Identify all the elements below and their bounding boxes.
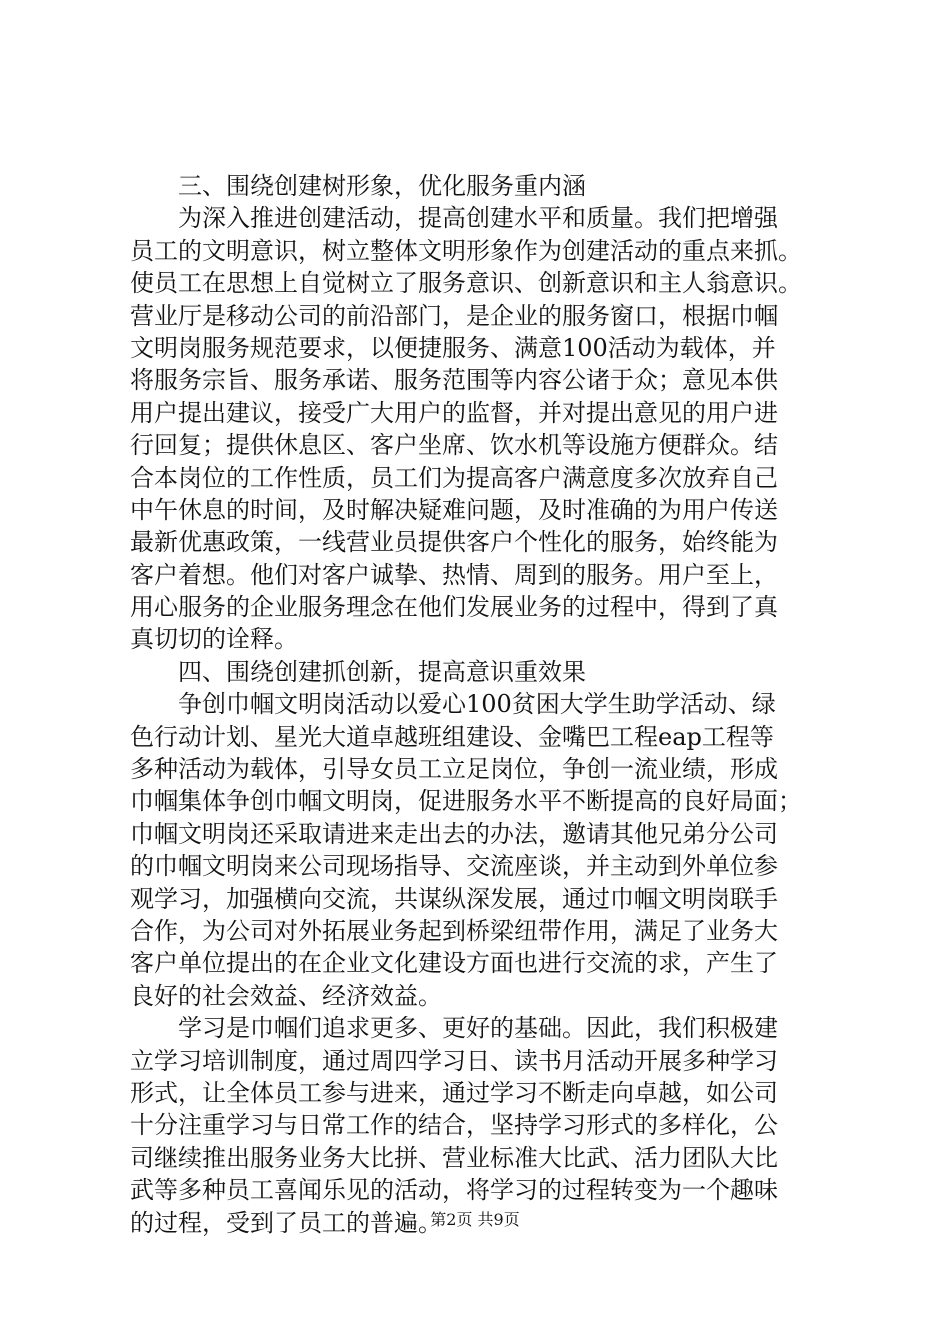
text-line: 合作，为公司对外拓展业务起到桥梁纽带作用，满足了业务大 <box>130 916 778 945</box>
text-line: 合本岗位的工作性质，员工们为提高客户满意度多次放弃自己 <box>130 463 778 492</box>
text-line: 的巾帼文明岗来公司现场指导、交流座谈，并主动到外单位参 <box>130 852 778 881</box>
text-line: 武等多种员工喜闻乐见的活动，将学习的过程转变为一个趣味 <box>130 1176 778 1205</box>
text-line: 为深入推进创建活动，提高创建水平和质量。我们把增强 <box>178 204 778 233</box>
section-heading: 三、围绕创建树形象，优化服务重内涵 <box>178 172 586 200</box>
section-heading: 四、围绕创建抓创新，提高意识重效果 <box>178 657 586 686</box>
text-line: 真切切的诠释。 <box>130 625 298 654</box>
text-line: 的过程，受到了员工的普遍。 <box>130 1208 442 1237</box>
text-line: 司继续推出服务业务大比拼、营业标准大比武、活力团队大比 <box>130 1143 778 1172</box>
text-line: 将服务宗旨、服务承诺、服务范围等内容公诸于众；意见本供 <box>130 366 778 395</box>
text-line: 员工的文明意识，树立整体文明形象作为创建活动的重点来抓。 <box>130 236 802 265</box>
text-line: 色行动计划、星光大道卓越班组建设、金嘴巴工程eap工程等 <box>130 722 774 751</box>
text-line: 营业厅是移动公司的前沿部门，是企业的服务窗口，根据巾帼 <box>130 301 778 330</box>
text-line: 最新优惠政策，一线营业员提供客户个性化的服务，始终能为 <box>130 528 778 557</box>
page-footer: 第2页 共9页 <box>430 1210 520 1229</box>
text-line: 巾帼文明岗还采取请进来走出去的办法，邀请其他兄弟分公司 <box>130 819 778 848</box>
text-line: 使员工在思想上自觉树立了服务意识、创新意识和主人翁意识。 <box>130 269 802 298</box>
text-line: 观学习，加强横向交流，共谋纵深发展，通过巾帼文明岗联手 <box>130 884 778 913</box>
document-body <box>130 170 835 1239</box>
text-line: 中午休息的时间，及时解决疑难问题，及时准确的为用户传送 <box>130 495 778 524</box>
text-line: 形式，让全体员工参与进来，通过学习不断走向卓越，如公司 <box>130 1078 778 1107</box>
text-line: 良好的社会效益、经济效益。 <box>130 981 442 1010</box>
text-line: 争创巾帼文明岗活动以爱心100贫困大学生助学活动、绿 <box>178 690 776 719</box>
text-line: 行回复；提供休息区、客户坐席、饮水机等设施方便群众。结 <box>130 431 778 460</box>
text-line: 学习是巾帼们追求更多、更好的基础。因此，我们积极建 <box>178 1014 778 1043</box>
text-line: 多种活动为载体，引导女员工立足岗位，争创一流业绩，形成 <box>130 755 778 784</box>
text-line: 巾帼集体争创巾帼文明岗，促进服务水平不断提高的良好局面； <box>130 787 802 816</box>
text-line: 客户单位提出的在企业文化建设方面也进行交流的求，产生了 <box>130 949 778 978</box>
text-line: 文明岗服务规范要求，以便捷服务、满意100活动为载体，并 <box>130 333 776 362</box>
text-line: 立学习培训制度，通过周四学习日、读书月活动开展多种学习 <box>130 1046 778 1075</box>
text-line: 用户提出建议，接受广大用户的监督，并对提出意见的用户进 <box>130 398 778 427</box>
text-line: 客户着想。他们对客户诚挚、热情、周到的服务。用户至上， <box>130 560 778 589</box>
text-line: 十分注重学习与日常工作的结合，坚持学习形式的多样化，公 <box>130 1111 778 1140</box>
text-line: 用心服务的企业服务理念在他们发展业务的过程中，得到了真 <box>130 593 778 622</box>
